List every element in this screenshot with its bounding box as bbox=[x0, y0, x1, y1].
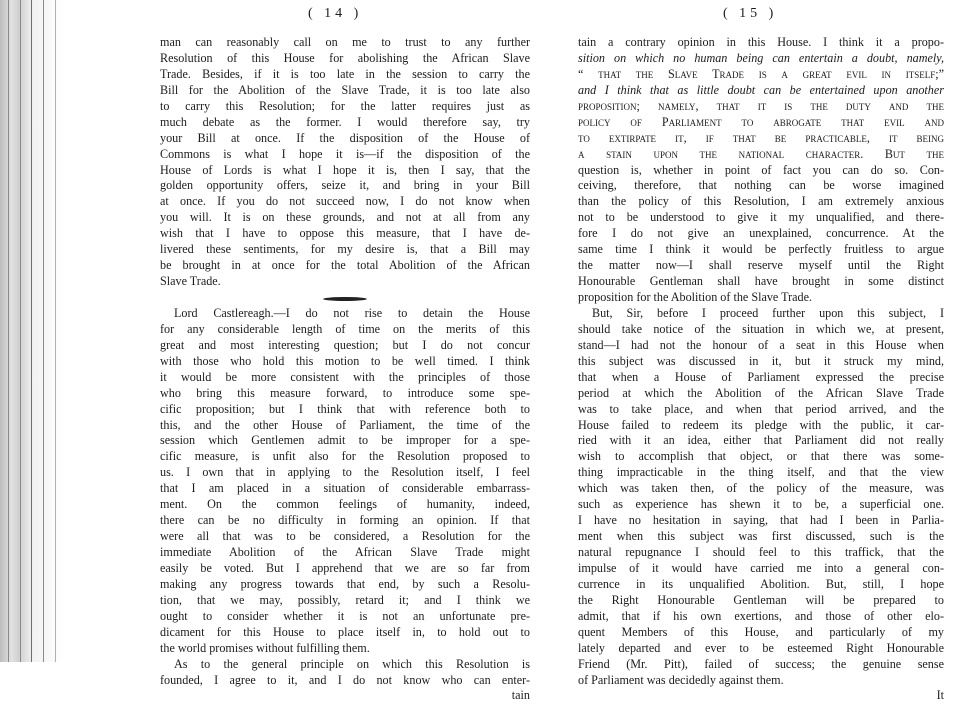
text-line: lately departed and ever to be esteemed Right Honourable bbox=[578, 640, 944, 655]
text-line: you will. It is on these grounds, and not at all from any bbox=[160, 210, 530, 225]
text-line: ment when this subject was first discussed, such is the bbox=[578, 529, 944, 544]
text-line: were all that was to be considered, a Resolution for the bbox=[160, 529, 530, 544]
text-line: who bring this measure forward, to introduce some spe- bbox=[160, 385, 530, 400]
text-line: tain a contrary opinion in this House. I think it a propo- bbox=[578, 35, 944, 49]
text-line: As to the general principle on which this Resolution is bbox=[174, 656, 530, 671]
text-line: the world promises without fulfilling them. bbox=[160, 640, 370, 655]
text-line: Slave Trade. bbox=[160, 274, 221, 289]
text-line: wish to accomplish that object, or that there was some- bbox=[578, 449, 944, 464]
text-line: session which Gentlemen admit to be improper for a spe- bbox=[160, 433, 530, 448]
text-line: immediate Abolition of the African Slave Trade might bbox=[160, 545, 530, 559]
book-gutter-shadow bbox=[0, 0, 64, 662]
text-line: Resolution of this House for abolishing the African Slave bbox=[160, 50, 530, 65]
catchword: tain bbox=[511, 688, 530, 703]
text-line: man can reasonably call on me to trust to any further bbox=[160, 35, 530, 49]
text-line: I have no hesitation in saying, that had I been in Parlia- bbox=[578, 513, 944, 528]
text-line: golden opportunity offers, seize it, and bring in your Bill bbox=[160, 178, 530, 193]
text-line: livered these sentiments, for my desire is, that a Bill may bbox=[160, 242, 530, 257]
text-line: currence in its unqualified Abolition. But, still, I hope bbox=[578, 576, 944, 591]
text-line: sition on which no human being can entertain a doubt, namely, bbox=[578, 50, 944, 65]
text-line: question is, whether in point of fact you can do so. Con- bbox=[578, 162, 944, 177]
text-line: stand—I had not the honour of a seat in this House when bbox=[578, 337, 944, 352]
text-line: of Parliament was decidedly against them. bbox=[578, 672, 784, 687]
text-line: great and most interesting question; but I do not concur bbox=[160, 337, 530, 352]
text-line: Honourable Gentleman shall have brought in some distinct bbox=[578, 274, 944, 289]
text-line: same time I think it would be perfectly fruitless to argue bbox=[578, 242, 944, 257]
text-line: was to take place, and when that period arrived, and the bbox=[578, 401, 944, 416]
text-line: Trade. Besides, if it is too late in the session to carry the bbox=[160, 66, 530, 81]
text-line: for any considerable length of time on the merits of this bbox=[160, 321, 530, 336]
text-line: cific measure, is unfit also for the Resolution proposed to bbox=[160, 449, 530, 464]
text-line: your Bill at once. If the disposition of the House of bbox=[160, 130, 530, 145]
text-line: be brought in at once for the total Abolition of the African bbox=[160, 258, 530, 273]
text-line: founded, I agree to it, and I do not know who can enter- bbox=[160, 672, 530, 687]
text-line: House of Lords is what I hope it is, then I say, that the bbox=[160, 162, 530, 177]
text-line: it would be more consistent with the principles of those bbox=[160, 369, 530, 384]
text-line: this subject was discussed in it, but it struck my mind, bbox=[578, 353, 944, 368]
gutter-line bbox=[8, 0, 9, 662]
text-line: the Right Honourable Gentleman will be prepared to bbox=[578, 592, 944, 607]
left-page-text bbox=[160, 35, 530, 704]
gutter-line bbox=[31, 0, 32, 662]
gutter-line bbox=[43, 0, 44, 662]
text-line: which was taken then, of the policy of the measure, was bbox=[578, 481, 944, 496]
text-line: easily be voted. But I apprehend that we are so far from bbox=[160, 560, 530, 575]
text-line: Friend (Mr. Pitt), failed of success; the genuine sense bbox=[578, 656, 944, 671]
text-line: to carry this Resolution; for the latter requires just as bbox=[160, 98, 530, 113]
page-number: ( 15 ) bbox=[723, 6, 778, 21]
text-line: cific proposition; but I think that with reference both to bbox=[160, 401, 530, 416]
text-line: Commons is what I hope it is—if the disposition of the bbox=[160, 146, 530, 161]
text-line: with those who hold this motion to be well timed. I think bbox=[160, 353, 530, 368]
text-line: admit, that if his own exertions, and those of other elo- bbox=[578, 608, 944, 623]
text-line: this, and the other House of Parliament, the time of the bbox=[160, 417, 530, 432]
text-line: there can be no difficulty in forming an opinion. If that bbox=[160, 513, 530, 528]
text-line: ried with it an idea, either that Parliament did not really bbox=[578, 433, 944, 448]
text-line: impulse of it would have carried me into a general con- bbox=[578, 560, 944, 575]
catchword: It bbox=[936, 688, 944, 703]
text-line: tion, that we may, possibly, retard it; and I think we bbox=[160, 592, 530, 607]
text-line: dicament for this House to place itself in, to hold out to bbox=[160, 624, 530, 639]
text-line: House failed to redeem its pledge with the public, it car- bbox=[578, 417, 944, 432]
right-page bbox=[578, 0, 944, 703]
text-line: us. I own that in applying to the Resolution itself, I feel bbox=[160, 465, 530, 480]
gutter-line bbox=[20, 0, 21, 662]
text-line: proposition for the Abolition of the Slave Trade. bbox=[578, 290, 813, 304]
text-line: wish that I have to oppose this measure, that I have de- bbox=[160, 226, 530, 241]
text-line: But, Sir, before I proceed further upon this subject, I bbox=[592, 305, 944, 320]
text-line: not to be understood to give it my unqualified, and there- bbox=[578, 210, 944, 225]
text-line: quent Members of this House, and particularly of my bbox=[578, 624, 944, 639]
speaker-line: Lord Castlereagh.—I do not rise to detain the House bbox=[174, 305, 530, 320]
text-line: to extirpate it, if that be practicable, it being bbox=[578, 130, 944, 145]
text-line: period at which the Abolition of the African Slave Trade bbox=[578, 385, 944, 400]
gutter-line bbox=[55, 0, 56, 662]
text-line: natural repugnance I should feel to this traffick, that the bbox=[578, 545, 944, 559]
text-line: that when a House of Parliament expressed the precise bbox=[578, 369, 944, 384]
text-line: ment. On the common feelings of humanity, indeed, bbox=[160, 497, 530, 512]
text-line: the matter now—I shall reserve myself until the Right bbox=[578, 258, 944, 273]
text-line: and I think that as little doubt can be entertained upon another bbox=[578, 82, 944, 97]
page-number: ( 14 ) bbox=[308, 6, 363, 21]
text-line: a stain upon the national character. But the bbox=[578, 146, 944, 161]
right-page-text bbox=[578, 35, 944, 704]
text-line: proposition; namely, that it is the duty and the bbox=[578, 98, 944, 113]
text-line: thing impracticable in the thing itself, and that the view bbox=[578, 465, 944, 480]
text-line: at once. If you do not succeed now, I do not know when bbox=[160, 194, 530, 209]
text-line: that I am placed in a situation of considerable embarrass- bbox=[160, 481, 530, 496]
text-line: ceiving, therefore, that nothing can be worse imagined bbox=[578, 178, 944, 193]
text-line: “ that the Slave Trade is a great evil in itself;” bbox=[578, 66, 944, 81]
text-line: fore I do not give an unexplained, concurrence. At the bbox=[578, 226, 944, 241]
text-line: such as experience has shewn it to be, a superficial one. bbox=[578, 497, 944, 512]
text-line: should take notice of the situation in which we, at present, bbox=[578, 321, 944, 336]
section-ornament bbox=[160, 290, 530, 306]
text-line: making any progress towards that end, by such a Resolu- bbox=[160, 576, 530, 591]
text-line: Bill for the Abolition of the Slave Trade, it is too late also bbox=[160, 82, 530, 97]
left-page bbox=[160, 0, 530, 703]
text-line: ought to consider whether it is not an unfortunate pre- bbox=[160, 608, 530, 623]
text-line: much debate as the former. I would therefore say, try bbox=[160, 114, 530, 129]
text-line: than the policy of this Resolution, I am extremely anxious bbox=[578, 194, 944, 209]
text-line: policy of Parliament to abrogate that evil and bbox=[578, 114, 944, 129]
